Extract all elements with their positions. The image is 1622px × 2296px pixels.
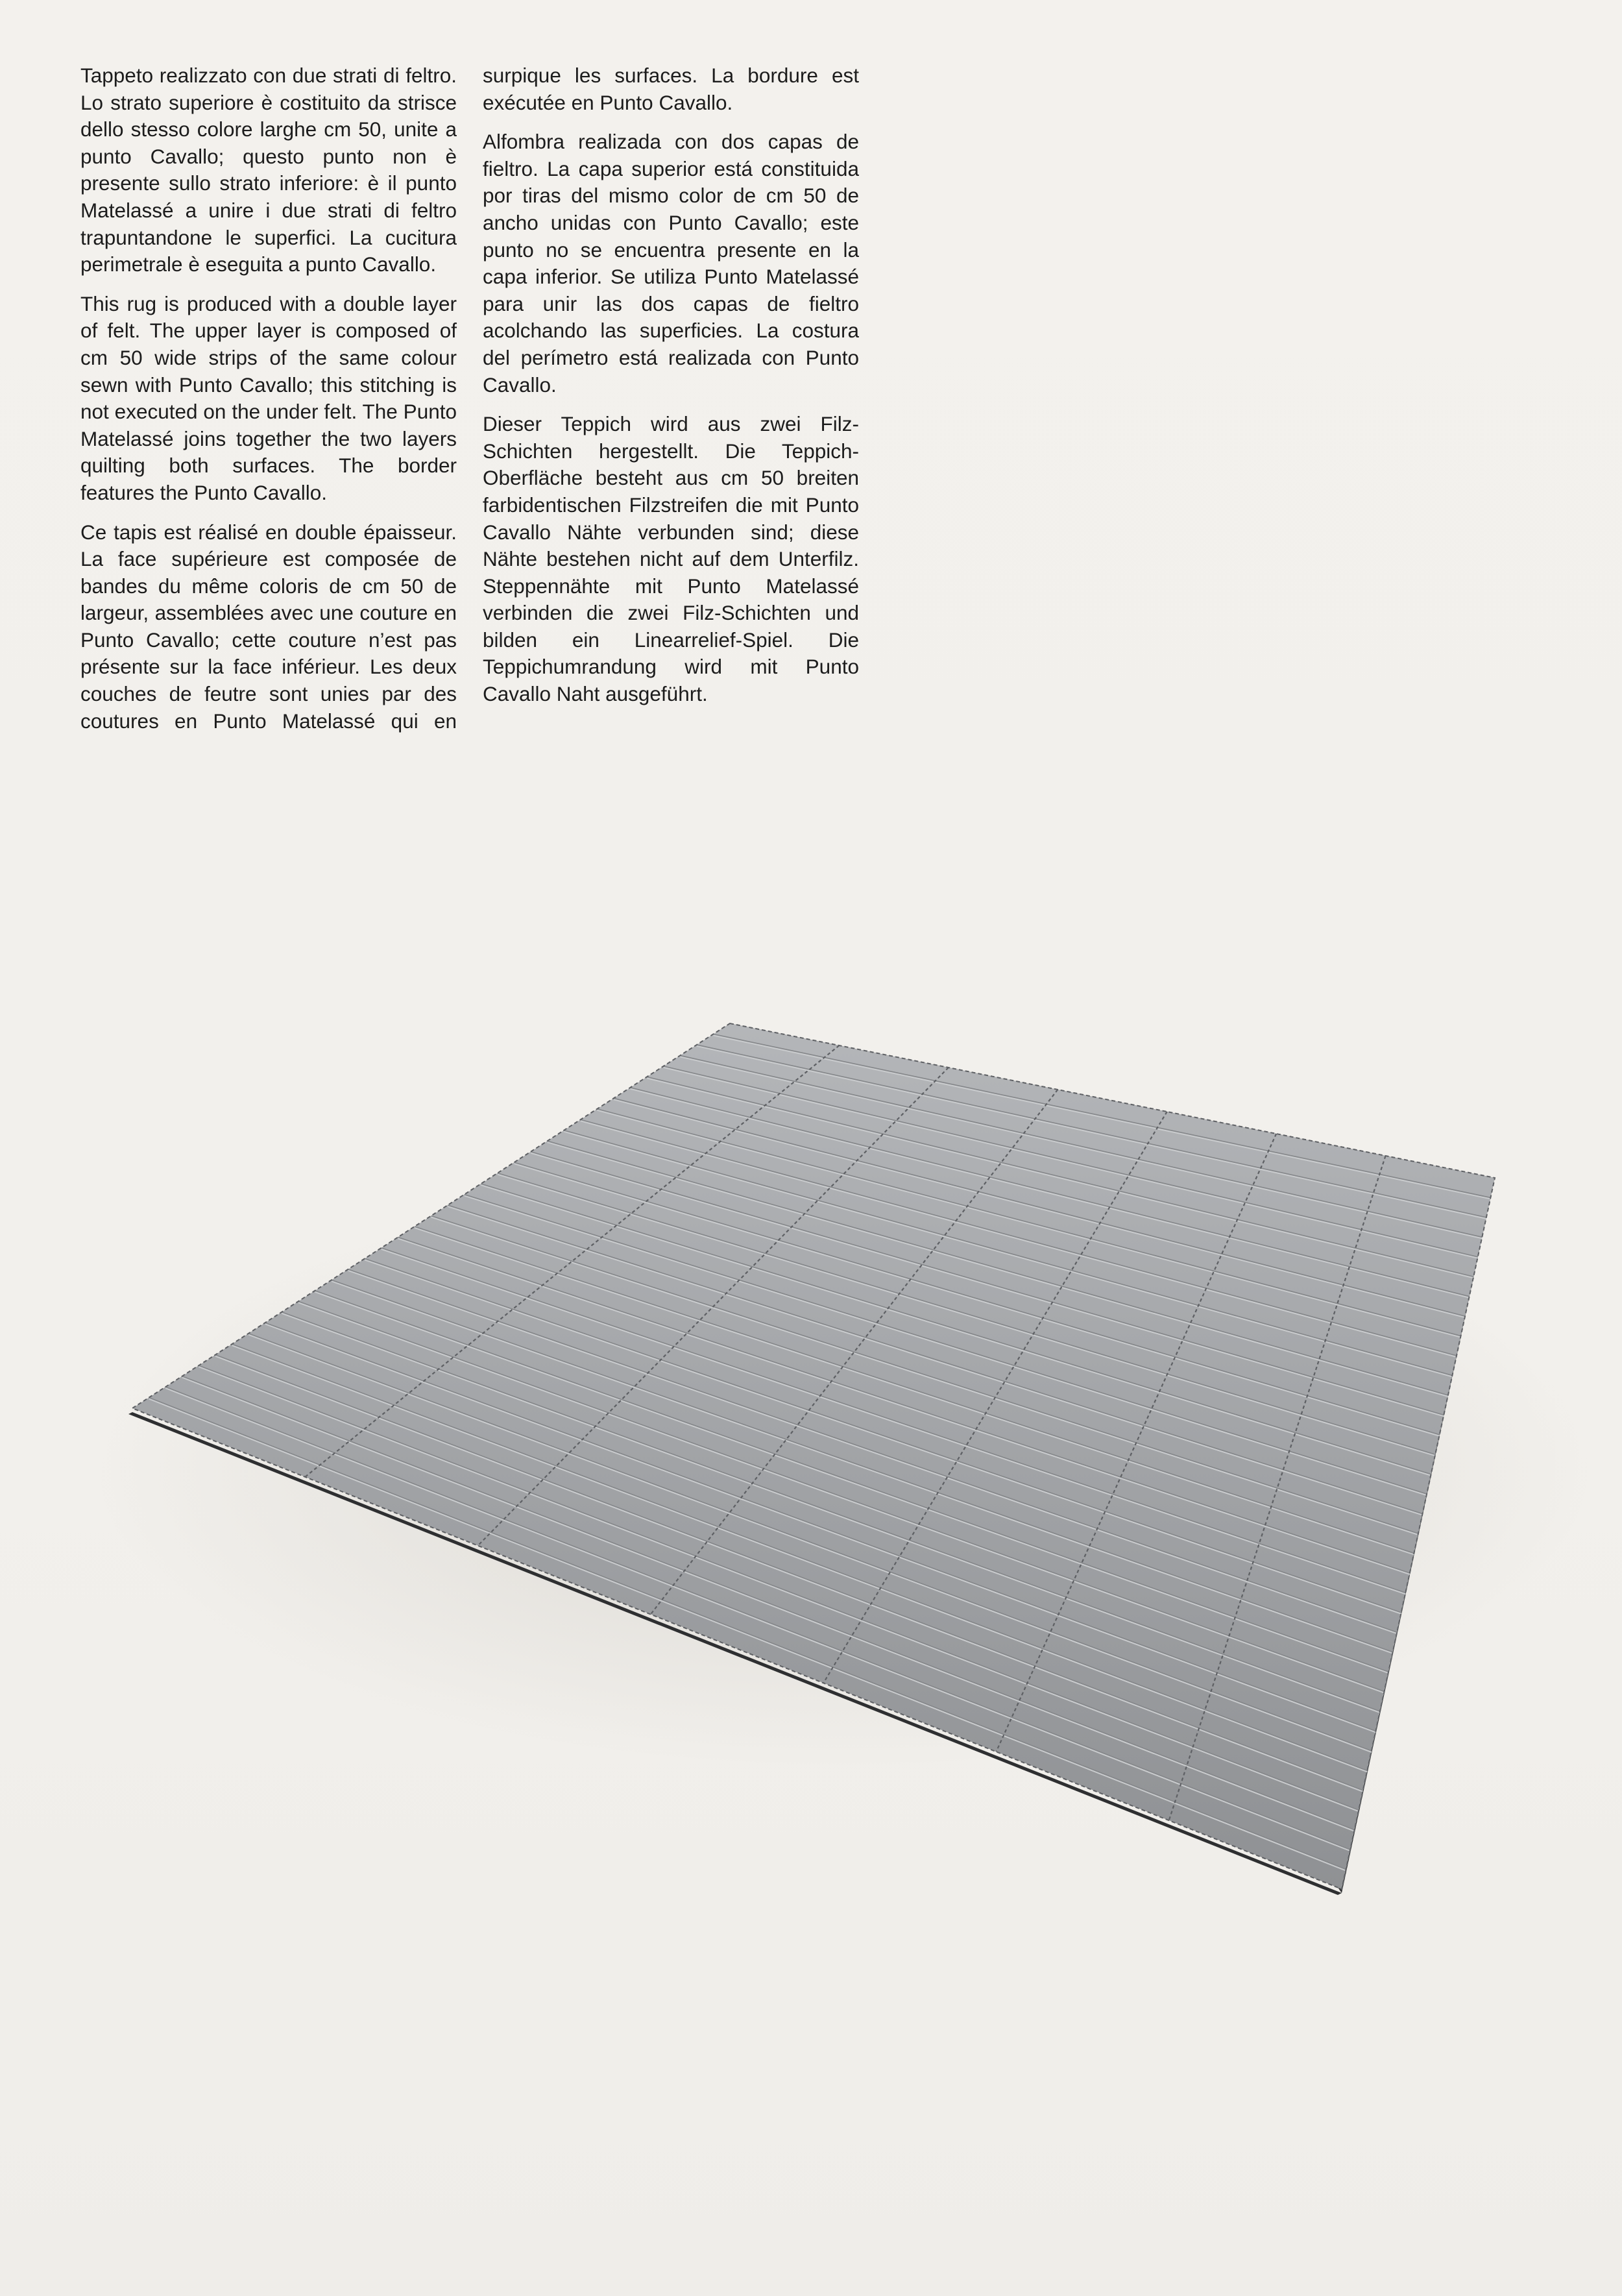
paragraph-italian: Tappeto realizzato con due strati di feltro. Lo strato superiore è costituito da strisce dello stesso colore larghe cm 50, unite a punto Cavallo; questo punto non è presente sullo strato inferiore: è il punto Matelassé a unire i due strati di feltro trapuntandone le superfici. La cucitura perimetrale è eseguita a punto Cavallo. (80, 64, 457, 276)
paragraph-french: Ce tapis est réalisé en double épaisseur. La face supérieure est composée de bandes du même coloris de cm 50 de largeur, assemblées avec une couture en Punto Cavallo; cette couture n’est pas présente sur la face inférieur. Les deux couches de feutre sont unies par des coutures en Punto Matelassé qui en surpique les surfaces. La bordure est exécutée en Punto Cavallo. (80, 64, 859, 733)
paragraph-spanish: Alfombra realizada con dos capas de fieltro. La capa superior está constituida por tiras del mismo color de cm 50 de ancho unidas con Punto Cavallo; este punto no se encuentra presente en la capa inferior. Se utiliza Punto Matelassé para unir las dos capas de fieltro acolchando las superficies. La costura del perímetro está realizada con Punto Cavallo. (483, 130, 859, 397)
paragraph-english: This rug is produced with a double layer of felt. The upper layer is composed of cm 50 wide strips of the same colour sewn with Punto Cavallo; this stitching is not executed on the under felt. The Punto Matelassé joins together the two layers quilting both surfaces. The border features the Punto Cavallo. (80, 291, 457, 504)
rug-photo (0, 973, 1622, 1947)
paragraph-german: Dieser Teppich wird aus zwei Filz-Schichten hergestellt. Die Teppich-Oberfläche besteht aus cm 50 breiten farbidentischen Filzstreifen die mit Punto Cavallo Nähte verbunden sind; diese Nähte bestehen nicht auf dem Unterfilz. Steppennähte mit Punto Matelassé verbinden die zwei Filz-Schichten und bilden ein Linearrelief-Spiel. Die Teppichumrandung wird mit Punto Cavallo Naht ausgeführt. (483, 412, 859, 706)
rug-illustration (0, 973, 1622, 1947)
description-text-columns (80, 62, 859, 750)
